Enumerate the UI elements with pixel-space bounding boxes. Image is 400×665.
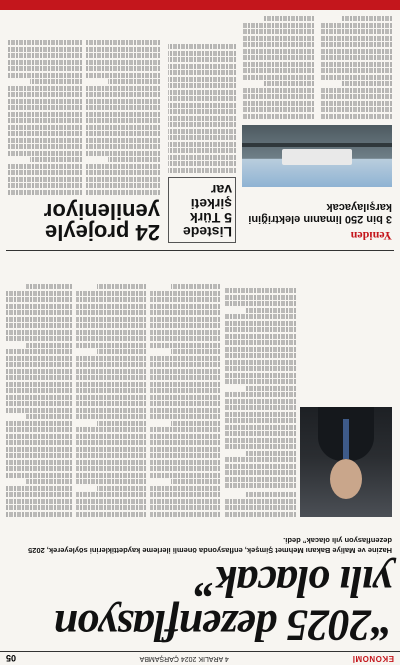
fourth-column-1 — [86, 39, 160, 195]
issue-date: 4 ARALIK 2024 ÇARŞAMBA — [139, 655, 229, 662]
third-story-table — [168, 43, 236, 173]
article-column-1 — [224, 287, 296, 517]
second-headline: 3 bin 250 limanın elektriğini karşılayacak — [248, 201, 392, 225]
second-column-1 — [320, 15, 392, 119]
article-column-2 — [150, 283, 220, 517]
port-photo — [242, 125, 392, 187]
photo-face-shape — [330, 459, 362, 499]
brand-logo: Yeniden — [350, 229, 392, 243]
fourth-headline: 24 projeyle yenileniyor — [43, 199, 160, 245]
third-story-box — [168, 177, 236, 243]
section-divider — [6, 250, 394, 251]
section-label: EKONOMİ — [352, 654, 394, 663]
photo-ship-shape — [282, 149, 352, 165]
main-deck: Hazine ve Maliye Bakanı Mehmet Şimşek, enflasyonda önemli ilerleme kaydettiklerini söyleyerek, 2025 dezenflasyon yılı olacak” dedi. — [28, 536, 392, 555]
photo-tie-shape — [343, 419, 349, 459]
minister-photo — [300, 407, 392, 517]
third-headline: Listede 5 Türk şirketi var — [182, 182, 232, 240]
photo-dock-shape — [242, 143, 392, 147]
second-column-2 — [242, 15, 314, 119]
page-footer-bar — [0, 0, 400, 10]
article-column-4 — [6, 283, 72, 517]
main-headline: “2025 dezenflasyon yılı olacak” — [54, 557, 392, 650]
page-header — [0, 651, 400, 665]
fourth-column-2 — [8, 39, 82, 195]
page-number: 05 — [6, 653, 17, 664]
article-column-3 — [76, 283, 146, 517]
